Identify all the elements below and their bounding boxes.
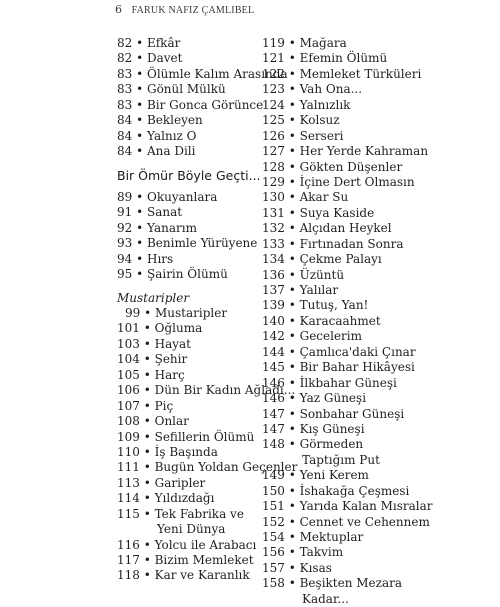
toc-entry: 110 • İş Başında: [117, 444, 218, 459]
toc-entry: 125 • Kolsuz: [262, 113, 340, 128]
toc-entry: 148 • Görmeden: [262, 437, 364, 452]
toc-entry: 101 • Oğluma: [117, 321, 203, 336]
toc-entry: 158 • Beşikten Mezara: [262, 576, 403, 591]
toc-entry: 89 • Okuyanlara: [117, 189, 218, 204]
toc-entry: 118 • Kar ve Karanlık: [117, 568, 250, 583]
toc-entry: 83 • Bir Gonca Görünce: [117, 97, 264, 112]
toc-entry-continuation: Yeni Dünya: [157, 522, 226, 537]
author-name: FARUK NAFIZ ÇAMLIBEL: [131, 5, 255, 16]
toc-entry: 129 • İçine Dert Olmasın: [262, 174, 415, 189]
toc-entry: 133 • Fırtınadan Sonra: [262, 236, 404, 251]
toc-entry: 93 • Benimle Yürüyene: [117, 236, 258, 251]
toc-entry: 84 • Bekleyen: [117, 113, 203, 128]
toc-entry: 140 • Karacaahmet: [262, 313, 381, 328]
subsection-title: Mustaripler: [117, 290, 190, 305]
toc-entry: 121 • Efemin Ölümü: [262, 51, 388, 66]
toc-entry: 92 • Yanarım: [117, 220, 197, 235]
toc-entry: 91 • Sanat: [117, 205, 183, 220]
toc-entry: 132 • Alçıdan Heykel: [262, 221, 392, 236]
toc-entry: 123 • Vah Ona...: [262, 82, 363, 97]
toc-entry: 95 • Şairin Ölümü: [117, 267, 228, 282]
toc-right-column: [262, 36, 433, 607]
toc-entry: 137 • Yalılar: [262, 283, 339, 297]
toc-entry: 151 • Yarıda Kalan Mısralar: [262, 499, 433, 514]
toc-entry: 103 • Hayat: [117, 336, 191, 351]
toc-entry: 142 • Gecelerim: [262, 329, 363, 344]
toc-entry: 82 • Efkâr: [117, 36, 181, 50]
toc-entry: 84 • Yalnız O: [117, 128, 197, 143]
toc-entry: 82 • Davet: [117, 51, 183, 66]
section-title: Bir Ömür Böyle Geçti...: [117, 167, 261, 183]
toc-entry: 106 • Dün Bir Kadın Ağladı...: [117, 383, 296, 398]
toc-entry: 107 • Piç: [117, 398, 174, 413]
toc-entry: 152 • Cennet ve Cehennem: [262, 514, 430, 529]
toc-entry: 114 • Yıldızdağı: [117, 491, 215, 506]
toc-entry: 156 • Takvim: [262, 545, 344, 560]
toc-entry: 139 • Tutuş, Yan!: [262, 298, 369, 313]
toc-entry: 104 • Şehir: [117, 352, 188, 367]
toc-entry: 99 • Mustaripler: [125, 306, 228, 320]
toc-entry: 154 • Mektuplar: [262, 530, 364, 544]
toc-entry: 84 • Ana Dili: [117, 144, 196, 159]
toc-entry: 105 • Harç: [117, 367, 185, 382]
toc-group: [117, 36, 288, 160]
toc-entry: 147 • Kış Güneşi: [262, 421, 365, 436]
toc-entry: 113 • Garipler: [117, 475, 206, 490]
toc-entry: 116 • Yolcu ile Arabacı: [117, 537, 257, 552]
toc-entry: 127 • Her Yerde Kahraman: [262, 144, 429, 159]
toc-entry: 131 • Suya Kaside: [262, 205, 375, 220]
toc-group: [117, 190, 257, 283]
toc-entry: 136 • Üzüntü: [262, 267, 345, 282]
toc-entry: 109 • Sefillerin Ölümü: [117, 429, 255, 444]
toc-entry: 117 • Bizim Memleket: [117, 553, 254, 567]
toc-entry-continuation: Taptığım Put: [302, 452, 380, 467]
toc-entry: 128 • Gökten Düşenler: [262, 159, 403, 174]
toc-entry: 150 • İshakağa Çeşmesi: [262, 483, 410, 498]
toc-entry: 147 • Sonbahar Güneşi: [262, 406, 405, 421]
toc-entry: 144 • Çamlıca'daki Çınar: [262, 344, 416, 359]
toc-group: [262, 36, 433, 607]
toc-entry: 111 • Bugün Yoldan Geçenler: [117, 460, 298, 475]
toc-entry: 83 • Gönül Mülkü: [117, 82, 226, 97]
page-number: 6: [115, 3, 123, 16]
toc-entry: 134 • Çekme Palayı: [262, 252, 382, 267]
toc-entry-continuation: Kadar...: [302, 591, 349, 606]
toc-entry: 124 • Yalnızlık: [262, 97, 351, 112]
toc-entry: 94 • Hırs: [117, 251, 174, 266]
toc-entry: 108 • Onlar: [117, 414, 189, 429]
toc-entry: 146 • İlkbahar Güneşi: [262, 375, 397, 390]
toc-entry: 122 • Memleket Türküleri: [262, 66, 422, 81]
toc-entry: 115 • Tek Fabrika ve: [117, 506, 244, 521]
running-header: [115, 3, 254, 16]
toc-entry: 145 • Bir Bahar Hikâyesi: [262, 360, 415, 375]
toc-entry: 130 • Akar Su: [262, 190, 349, 205]
toc-entry: 149 • Yeni Kerem: [262, 468, 369, 483]
toc-entry: 119 • Mağara: [262, 36, 347, 50]
toc-entry: 126 • Serseri: [262, 128, 344, 143]
toc-entry: 83 • Ölümle Kalım Arasında: [117, 66, 288, 81]
toc-entry: 157 • Kısas: [262, 560, 332, 575]
toc-entry: 146 • Yaz Güneşi: [262, 391, 367, 406]
